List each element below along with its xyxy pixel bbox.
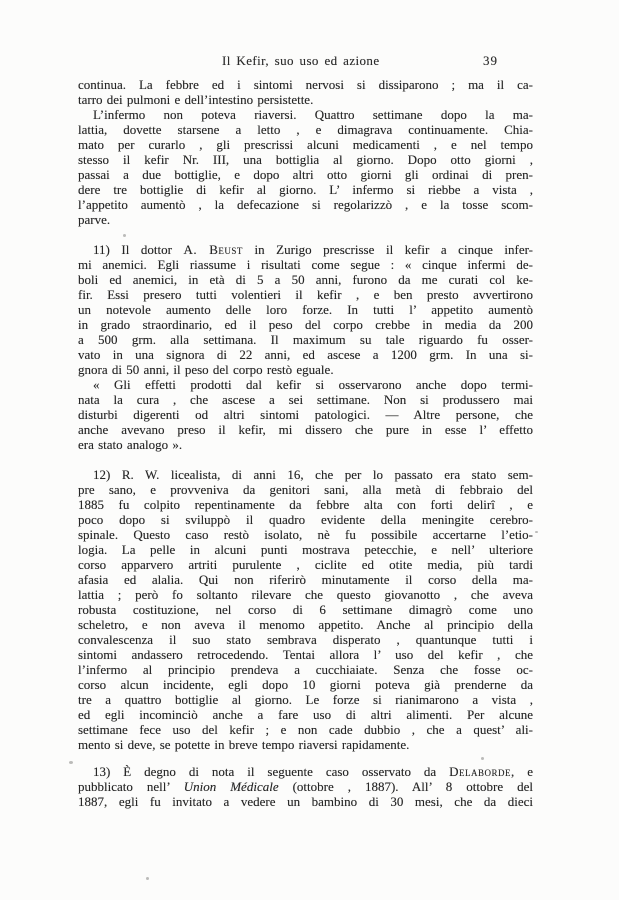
text-line [78, 257, 533, 272]
text-segment: nata la cura , che ascese a sei settimane. Non si produssero mai [78, 392, 533, 407]
scan-speck [481, 757, 484, 760]
text-line [78, 92, 533, 107]
text-line [78, 182, 533, 197]
text-line [78, 467, 533, 482]
text-segment: L’infermo non poteva riaversi. Quattro settimane dopo la ma- [93, 107, 533, 122]
text-line [78, 677, 533, 692]
text-segment: tarro dei pulmoni e dell’intestino persistette. [78, 92, 314, 107]
text-line [78, 557, 533, 572]
scan-speck [123, 234, 126, 237]
text-line [78, 617, 533, 632]
text-segment: settimane fece uso del kefir ; e non cade dubbio , che a quest’ ali- [78, 722, 533, 737]
text-line [78, 497, 533, 512]
text-line [78, 392, 533, 407]
text-segment: vato in una signora di 22 anni, ed ascese a 1200 grm. In una si- [78, 347, 533, 362]
text-segment: scheletro, e non aveva il menomo appetito. Anche al principio della [78, 617, 533, 632]
paragraph [78, 77, 533, 107]
text-segment: convalescenza il suo stato sembrava disperato , quantunque tutti i [78, 632, 533, 647]
text-line [78, 512, 533, 527]
text-segment: 11) Il dottor [93, 242, 184, 257]
text-line [78, 764, 533, 779]
running-header-title: Il Kefir, suo uso ed azione [222, 53, 380, 68]
text-segment: era stato analogo ». [78, 437, 183, 452]
scan-speck [146, 877, 149, 880]
paragraph [78, 242, 533, 377]
text-line [78, 362, 533, 377]
text-line [78, 737, 533, 752]
text-segment: l’appetito aumentò , la defecazione si regolarizzò , e la tosse scom- [78, 197, 533, 212]
text-segment: poco dopo si sviluppò il quadro evidente della meningite cerebro- [78, 512, 533, 527]
text-segment: a 500 grm. alla settimana. Il maximum su tale riguardo fu osser- [78, 332, 533, 347]
text-segment: sintomi andassero retrocedendo. Tentai allora l’ uso del kefir , che [78, 647, 533, 662]
text-segment: 13) È degno di nota il seguente caso osservato da [93, 764, 450, 779]
text-segment: mato per curarlo , gli prescrissi alcuni medicamenti , e nel tempo [78, 137, 533, 152]
scan-speck [535, 531, 538, 533]
text-segment: A. Beust [183, 242, 243, 257]
text-line [78, 572, 533, 587]
text-line [78, 407, 533, 422]
text-segment: , e [511, 764, 533, 779]
text-segment: spinale. Questo caso restò isolato, nè fu possibile accertarne l’etio- [78, 527, 533, 542]
text-line [78, 707, 533, 722]
text-line [78, 422, 533, 437]
text-segment: mento si deve, se potette in breve tempo riaversi rapidamente. [78, 737, 410, 752]
page-number: 39 [483, 53, 498, 68]
text-segment: gnora di 50 anni, il peso del corpo restò eguale. [78, 362, 334, 377]
text-line [78, 779, 533, 794]
text-line [78, 107, 533, 122]
text-segment: dere tre bottiglie di kefir al giorno. L’ infermo si riebbe a vista , [78, 182, 533, 197]
text-line [78, 332, 533, 347]
text-line [78, 662, 533, 677]
text-segment: robusta costituzione, nel corso di 6 settimane dimagrò come uno [78, 602, 533, 617]
text-line [78, 122, 533, 137]
text-line [78, 242, 533, 257]
paragraph [78, 764, 533, 809]
text-segment: pubblicato nell’ [78, 779, 184, 794]
text-segment: Union Médicale [183, 779, 279, 794]
text-segment: 1887, egli fu invitato a vedere un bambino di 30 mesi, che da dieci [78, 794, 533, 809]
text-line [78, 482, 533, 497]
text-line [78, 722, 533, 737]
paragraph [78, 107, 533, 227]
paragraph [78, 467, 533, 752]
text-line [78, 317, 533, 332]
text-line [78, 152, 533, 167]
text-segment: continua. La febbre ed i sintomi nervosi si dissiparono ; ma il ca- [78, 77, 533, 92]
text-line [78, 302, 533, 317]
text-segment: corso apparvero artriti purulente , ciclite ed otite media, più tardi [78, 557, 533, 572]
text-line [78, 377, 533, 392]
text-segment: pre sano, e provveniva da genitori sani, alla metà di febbraio del [78, 482, 533, 497]
text-line [78, 587, 533, 602]
text-segment: corso alcun incidente, egli dopo 10 giorni poteva già prenderne da [78, 677, 533, 692]
text-line [78, 287, 533, 302]
text-segment: logia. La pelle in alcuni punti mostrava petecchie, e nell’ ulteriore [78, 542, 533, 557]
text-segment: tre a quattro bottiglie al giorno. Le forze si rianimarono a vista , [78, 692, 533, 707]
text-line [78, 137, 533, 152]
text-segment: l’infermo al principio prendeva a cucchiaiate. Senza che fosse oc- [78, 662, 533, 677]
text-line [78, 77, 533, 92]
text-line [78, 542, 533, 557]
text-line [78, 632, 533, 647]
text-line [78, 167, 533, 182]
text-line [78, 347, 533, 362]
text-block [78, 77, 533, 809]
text-line [78, 272, 533, 287]
text-segment: (ottobre , 1887). All’ 8 ottobre del [278, 779, 533, 794]
text-segment: passai a due bottiglie, e dopo altri otto giorni gli ordinai di pren- [78, 167, 533, 182]
running-header [78, 53, 533, 69]
text-segment: Delaborde [449, 764, 512, 779]
text-segment: 1885 fu colpito repentinamente da febbre alta con forti delirî , e [78, 497, 533, 512]
text-line [78, 647, 533, 662]
text-segment: ed egli incominciò anche a fare uso di altri alimenti. Per alcune [78, 707, 533, 722]
text-segment: mi anemici. Egli riassume i risultati come segue : « cinque infermi de- [78, 257, 533, 272]
text-line [78, 212, 533, 227]
text-line [78, 437, 533, 452]
text-line [78, 794, 533, 809]
text-segment: 12) R. W. licealista, di anni 16, che per lo passato era stato sem- [93, 467, 533, 482]
paragraph [78, 377, 533, 452]
text-line [78, 527, 533, 542]
text-segment: stesso il kefir Nr. III, una bottiglia al giorno. Dopo otto giorni , [78, 152, 533, 167]
text-segment: fir. Essi presero tutti volentieri il kefir , e ben presto avvertirono [78, 287, 533, 302]
text-segment: in grado straordinario, ed il peso del corpo crebbe in media da 200 [78, 317, 533, 332]
text-segment: in Zurigo prescrisse il kefir a cinque infer- [242, 242, 534, 257]
text-segment: lattia ; però fo soltanto rilevare che questo giovanotto , che aveva [78, 587, 533, 602]
scan-speck [69, 761, 73, 764]
text-segment: boli ed anemici, in età di 5 a 50 anni, furono da me curati col ke- [78, 272, 533, 287]
text-segment: anche avevano preso il kefir, mi dissero che pure in esse l’ effetto [78, 422, 533, 437]
text-segment: afasia ed alalia. Qui non riferirò minutamente il corso della ma- [78, 572, 533, 587]
text-segment: disturbi digerenti od altri sintomi patologici. — Altre persone, che [78, 407, 533, 422]
text-line [78, 197, 533, 212]
text-segment: lattia, dovette starsene a letto , e dimagrava continuamente. Chia- [78, 122, 533, 137]
text-line [78, 692, 533, 707]
text-segment: parve. [78, 212, 111, 227]
text-segment: un notevole aumento delle loro forze. In tutti l’ appetito aumentò [78, 302, 533, 317]
text-segment: « Gli effetti prodotti dal kefir si osservarono anche dopo termi- [93, 377, 533, 392]
text-line [78, 602, 533, 617]
